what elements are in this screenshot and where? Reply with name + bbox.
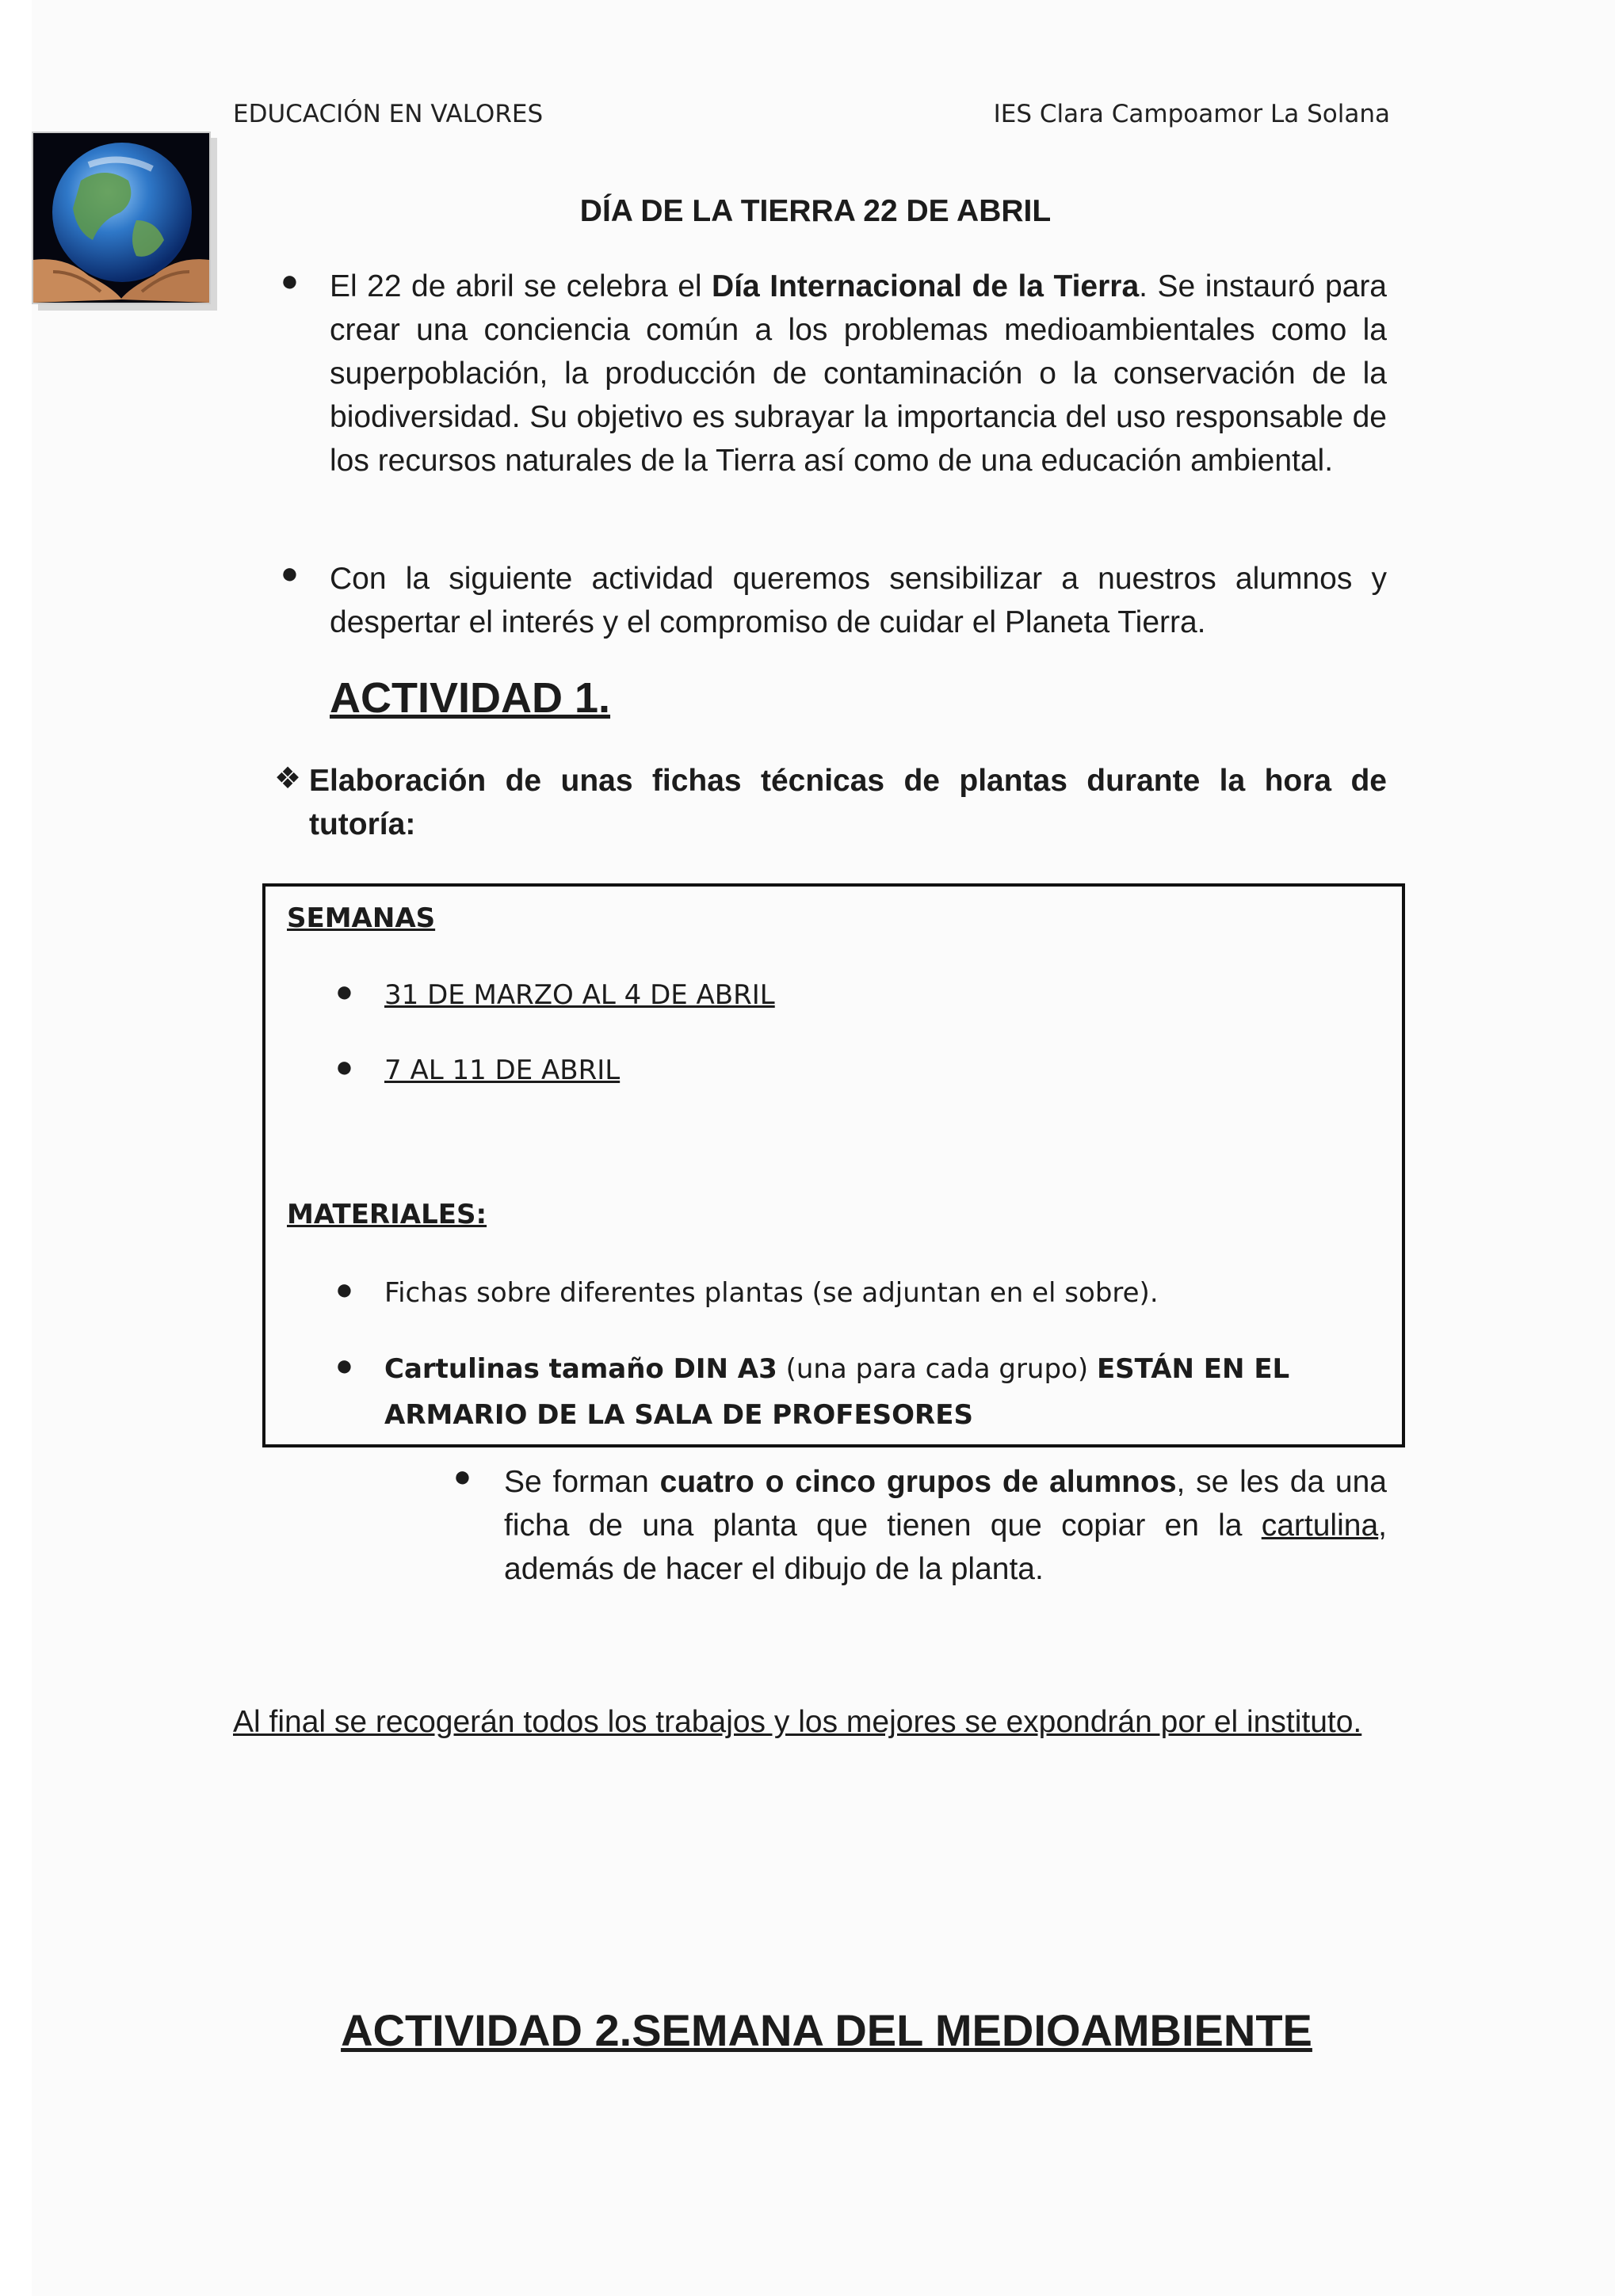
week-item-2: 7 AL 11 DE ABRIL [384, 1055, 621, 1086]
activity2-heading: ACTIVIDAD 2.SEMANA DEL MEDIOAMBIENTE [341, 2005, 1312, 2055]
materials-heading: MATERIALES: [287, 1199, 487, 1230]
intro-paragraph-1: El 22 de abril se celebra el Día Internacional de la Tierra. Se instauró para crear una conciencia común a los problemas medioambientales como la superpoblación, la producción de contaminación o la conservación de la biodiversidad. Su objetivo es subrayar la importancia del uso responsable de los recursos naturales de la Tierra así como de una educación ambiental. [330, 269, 1387, 478]
activity1-info-box [262, 883, 1405, 1447]
bullet-dot: ● [281, 265, 299, 298]
bullet-dot: ● [335, 1051, 353, 1084]
final-note-wrap [233, 1700, 1476, 1744]
activity1-subtitle: Elaboración de unas fichas técnicas de plantas durante la hora de tutoría: [309, 764, 1387, 841]
bullet-dot: ● [453, 1460, 472, 1493]
bullet-dot: ● [335, 1273, 353, 1306]
final-note: Al final se recogerán todos los trabajos y los mejores se expondrán por el instituto. [233, 1705, 1362, 1739]
bullet-dot: ● [335, 1349, 353, 1383]
material-item-2: Cartulinas tamaño DIN A3 (una para cada grupo) ESTÁN EN EL ARMARIO DE LA SALA DE PROFESORES [384, 1353, 1290, 1431]
bullet-dot: ● [335, 975, 353, 1009]
intro-bold-term: Día Internacional de la Tierra [712, 269, 1140, 303]
groups-paragraph: Se forman cuatro o cinco grupos de alumnos, se les da una ficha de una planta que tienen que copiar en la cartulina, además de hacer el dibujo de la planta. [504, 1465, 1387, 1586]
material-item-1: Fichas sobre diferentes plantas (se adjuntan en el sobre). [384, 1277, 1159, 1309]
bullet-dot: ● [281, 557, 299, 590]
header-right: IES Clara Campoamor La Solana [993, 100, 1390, 128]
weeks-heading: SEMANAS [287, 902, 436, 934]
intro-paragraph-2: Con la siguiente actividad queremos sensibilizar a nuestros alumnos y despertar el interés y el compromiso de cuidar el Planeta Tierra. [330, 562, 1387, 639]
week-item-1: 31 DE MARZO AL 4 DE ABRIL [384, 979, 775, 1011]
diamond-bullet-icon: ❖ [274, 762, 302, 795]
header-left: EDUCACIÓN EN VALORES [233, 100, 544, 128]
page-title: DÍA DE LA TIERRA 22 DE ABRIL [579, 194, 1052, 228]
activity1-heading: ACTIVIDAD 1. [330, 674, 611, 722]
cartulina-word: cartulina [1261, 1508, 1379, 1543]
